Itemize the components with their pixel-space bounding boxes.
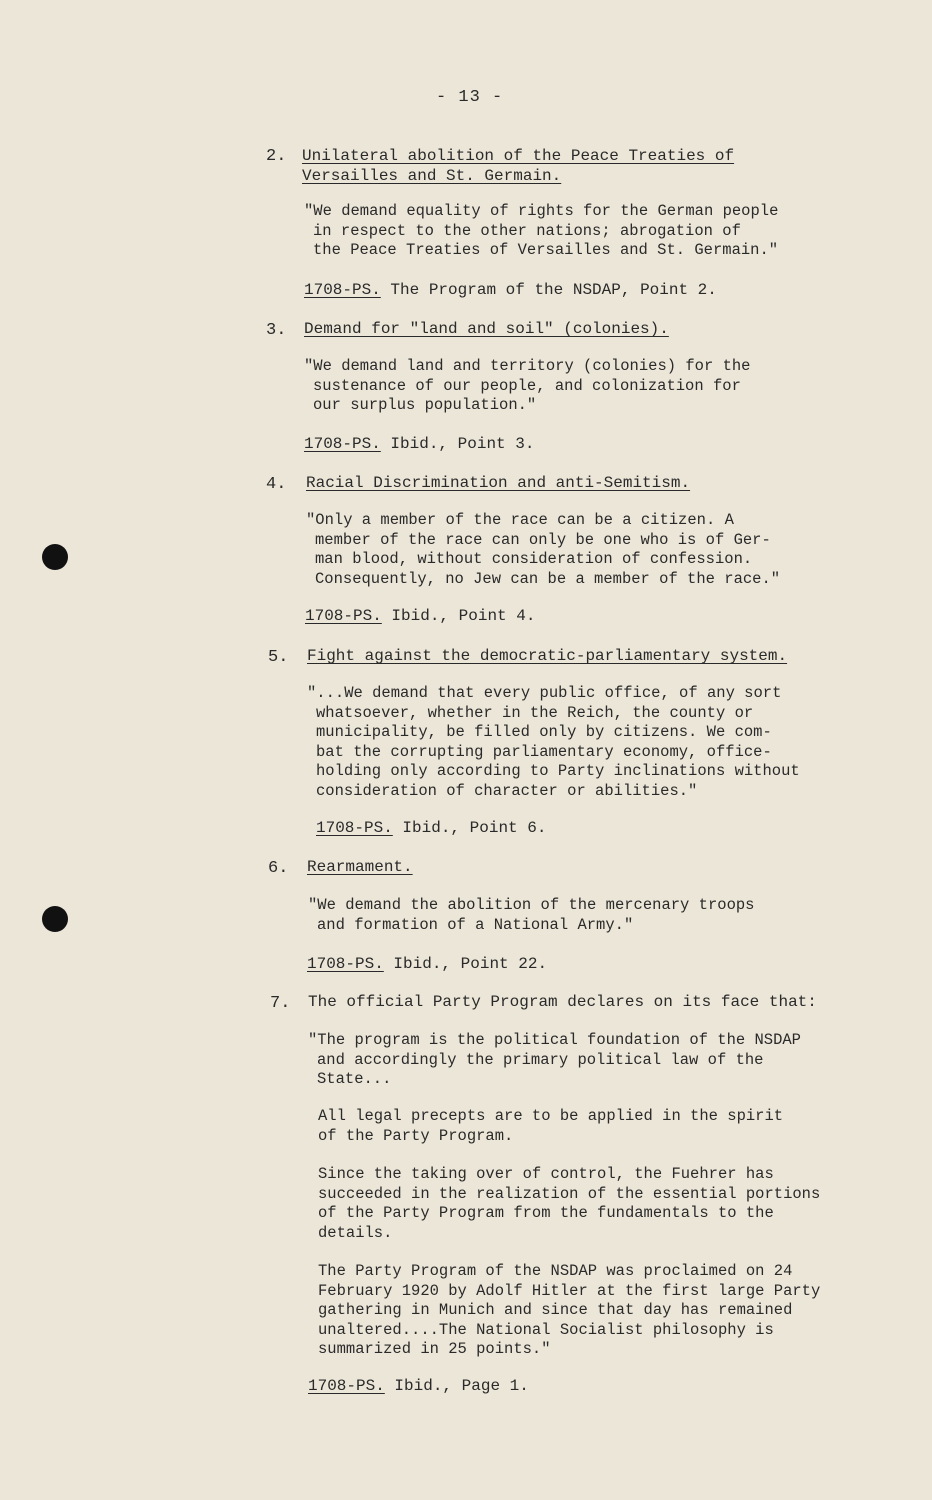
section-heading: Racial Discrimination and anti-Semitism. [306, 474, 691, 492]
citation-ref: 1708-PS. [305, 607, 382, 625]
section-number: 6. [268, 859, 289, 878]
citation-ref: 1708-PS. [308, 1377, 385, 1395]
section-quote: "We demand land and territory (colonies) for the sustenance of our people, and colonization for our surplus population." [304, 357, 751, 414]
citation [304, 435, 534, 453]
citation-text: Ibid., Point 22. [393, 955, 548, 973]
section-quote-paragraph: The Party Program of the NSDAP was proclaimed on 24 February 1920 by Adolf Hitler at the first large Party gathering in Munich and since that day has remained unaltered....The National Socialist philosophy is summarized in 25 points." [318, 1262, 821, 1358]
section-heading: Rearmament. [307, 858, 413, 876]
section-heading: Demand for "land and soil" (colonies). [304, 320, 669, 338]
section-heading: Unilateral abolition of the Peace Treaties of Versailles and St. Germain. [302, 147, 735, 185]
citation-ref: 1708-PS. [307, 955, 384, 973]
citation-ref: 1708-PS. [316, 819, 393, 837]
page-number: - 13 - [436, 88, 504, 107]
citation-ref: 1708-PS. [304, 435, 381, 453]
citation [304, 281, 717, 299]
section-quote: "We demand the abolition of the mercenary troops and formation of a National Army." [308, 896, 755, 934]
section-quote-paragraph: All legal precepts are to be applied in the spirit of the Party Program. [318, 1107, 784, 1145]
citation-text: Ibid., Point 3. [390, 435, 535, 453]
section-quote: "Only a member of the race can be a citizen. A member of the race can only be one who is of Ger- man blood, without consideration of confession. Consequently, no Jew can be a member of the race." [306, 511, 781, 588]
citation [307, 955, 547, 973]
citation [305, 607, 535, 625]
section-quote: "The program is the political foundation of the NSDAP and accordingly the primary political law of the State... [308, 1031, 801, 1088]
citation-text: Ibid., Point 4. [391, 607, 536, 625]
section-number: 4. [266, 475, 287, 494]
citation-text: Ibid., Page 1. [394, 1377, 529, 1395]
citation [316, 819, 546, 837]
citation-ref: 1708-PS. [304, 281, 381, 299]
section-quote: "We demand equality of rights for the German people in respect to the other nations; abrogation of the Peace Treaties of Versailles and St. Germain." [304, 202, 779, 259]
punch-hole [42, 544, 68, 570]
section-number: 3. [266, 321, 287, 340]
section-number: 5. [268, 648, 289, 667]
citation-text: Ibid., Point 6. [402, 819, 547, 837]
punch-hole [42, 906, 68, 932]
section-heading: The official Party Program declares on its face that: [308, 993, 817, 1011]
citation [308, 1377, 529, 1395]
section-heading: Fight against the democratic-parliamentary system. [307, 647, 788, 665]
section-number: 7. [270, 994, 291, 1013]
section-quote-paragraph: Since the taking over of control, the Fuehrer has succeeded in the realization of the essential portions of the Party Program from the fundamentals to the details. [318, 1165, 821, 1242]
section-quote: "...We demand that every public office, of any sort whatsoever, whether in the Reich, the county or municipality, be filled only by citizens. We com- bat the corrupting parliamentary economy, office- holding only according to Party inclinations without consideration of character or abilities." [307, 684, 800, 800]
citation-text: The Program of the NSDAP, Point 2. [390, 281, 717, 299]
section-number: 2. [266, 147, 287, 166]
